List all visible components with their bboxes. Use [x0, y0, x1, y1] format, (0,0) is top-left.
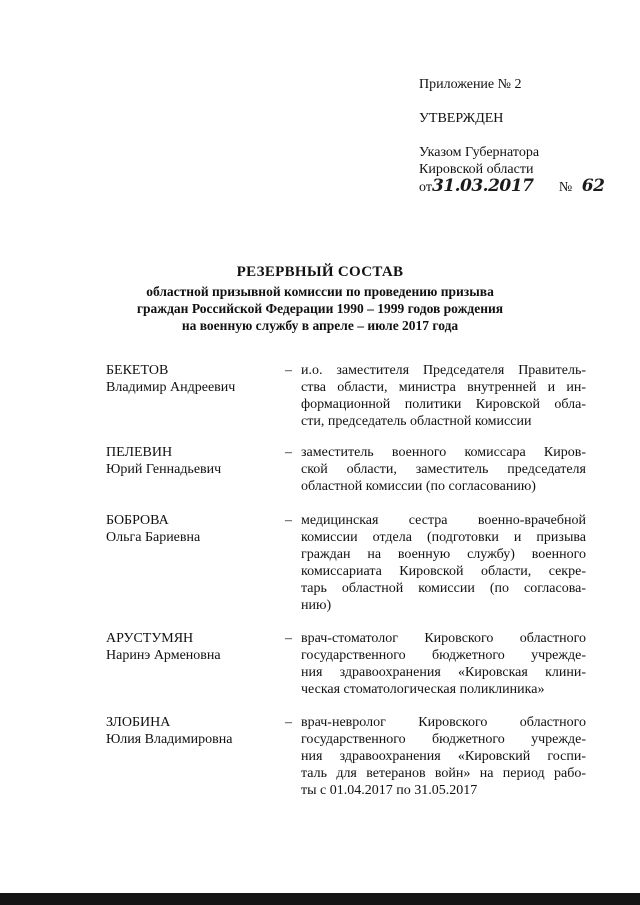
member-dash: – [285, 445, 292, 460]
approved-label: УТВЕРЖДЕН [419, 111, 504, 126]
member-names [106, 362, 286, 396]
scan-bottom-edge [0, 893, 640, 905]
role-line: ния здравоохранения «Кировская клини- [301, 665, 586, 680]
member-surname: БЕКЕТОВ [106, 363, 169, 378]
member-surname: АРУСТУМЯН [106, 631, 194, 646]
member-dash: – [285, 363, 292, 378]
role-line: государственного бюджетного учрежде- [301, 648, 586, 663]
decree-date-number [419, 178, 619, 196]
member-names [106, 714, 286, 748]
member-dash: – [285, 513, 292, 528]
member-role [301, 714, 586, 799]
member-given-name: Юлия Владимировна [106, 732, 233, 747]
role-line: комиссии отдела (подготовки и призыва [301, 530, 586, 545]
role-line: ской области, заместитель председателя [301, 462, 586, 477]
member-surname: ЗЛОБИНА [106, 715, 171, 730]
member-given-name: Наринэ Арменовна [106, 648, 221, 663]
member-names [106, 444, 286, 478]
role-line: медицинская сестра военно-врачебной [301, 513, 586, 528]
role-line: ческая стоматологическая поликлиника» [301, 682, 545, 697]
member-dash: – [285, 715, 292, 730]
member-dash: – [285, 631, 292, 646]
role-line: таль для ветеранов войн» на период рабо- [301, 766, 586, 781]
number-label: № [558, 180, 573, 195]
decree-line-1: Указом Губернатора [419, 145, 540, 160]
role-line: врач-стоматолог Кировского областного [301, 631, 586, 646]
member-role [301, 512, 586, 614]
role-line: формационной политики Кировской обла- [301, 397, 586, 412]
handwritten-date: 31.03.2017 [431, 176, 534, 196]
role-line: комиссариата Кировской области, секре- [301, 564, 586, 579]
decree-line-2: Кировской области [419, 162, 534, 177]
appendix-label: Приложение № 2 [419, 77, 522, 92]
member-role [301, 630, 586, 698]
member-surname: БОБРОВА [106, 513, 169, 528]
member-given-name: Юрий Геннадьевич [106, 462, 222, 477]
title-sub-line-1: областной призывной комиссии по проведению призыва [146, 284, 494, 299]
role-line: сти, председатель областной комиссии [301, 414, 532, 429]
approval-header [419, 76, 619, 196]
role-line: областной комиссии (по согласованию) [301, 479, 536, 494]
role-line: ты с 01.04.2017 по 31.05.2017 [301, 783, 478, 798]
title-main: РЕЗЕРВНЫЙ СОСТАВ [236, 264, 404, 280]
title-sub-line-3: на военную службу в апреле – июле 2017 года [181, 318, 459, 333]
role-line: ства области, министра внутренней и ин- [301, 380, 586, 395]
member-given-name: Владимир Андреевич [106, 380, 236, 395]
role-line: граждан на военную службу) военного [301, 547, 586, 562]
member-names [106, 630, 286, 664]
member-role [301, 362, 586, 430]
document-title [0, 263, 640, 334]
member-role [301, 444, 586, 495]
handwritten-number: 62 [581, 176, 605, 196]
title-sub-line-2: граждан Российской Федерации 1990 – 1999 годов рождения [136, 301, 504, 316]
member-names [106, 512, 286, 546]
role-line: нию) [301, 598, 332, 613]
role-line: ния здравоохранения «Кировский госпи- [301, 749, 586, 764]
role-line: государственного бюджетного учрежде- [301, 732, 586, 747]
role-line: тарь областной комиссии (по согласова- [301, 581, 586, 596]
role-line: и.о. заместителя Председателя Правитель- [301, 363, 586, 378]
member-surname: ПЕЛЕВИН [106, 445, 173, 460]
role-line: врач-невролог Кировского областного [301, 715, 586, 730]
role-line: заместитель военного комиссара Киров- [301, 445, 586, 460]
member-given-name: Ольга Бариевна [106, 530, 201, 545]
from-label: от [419, 180, 432, 195]
